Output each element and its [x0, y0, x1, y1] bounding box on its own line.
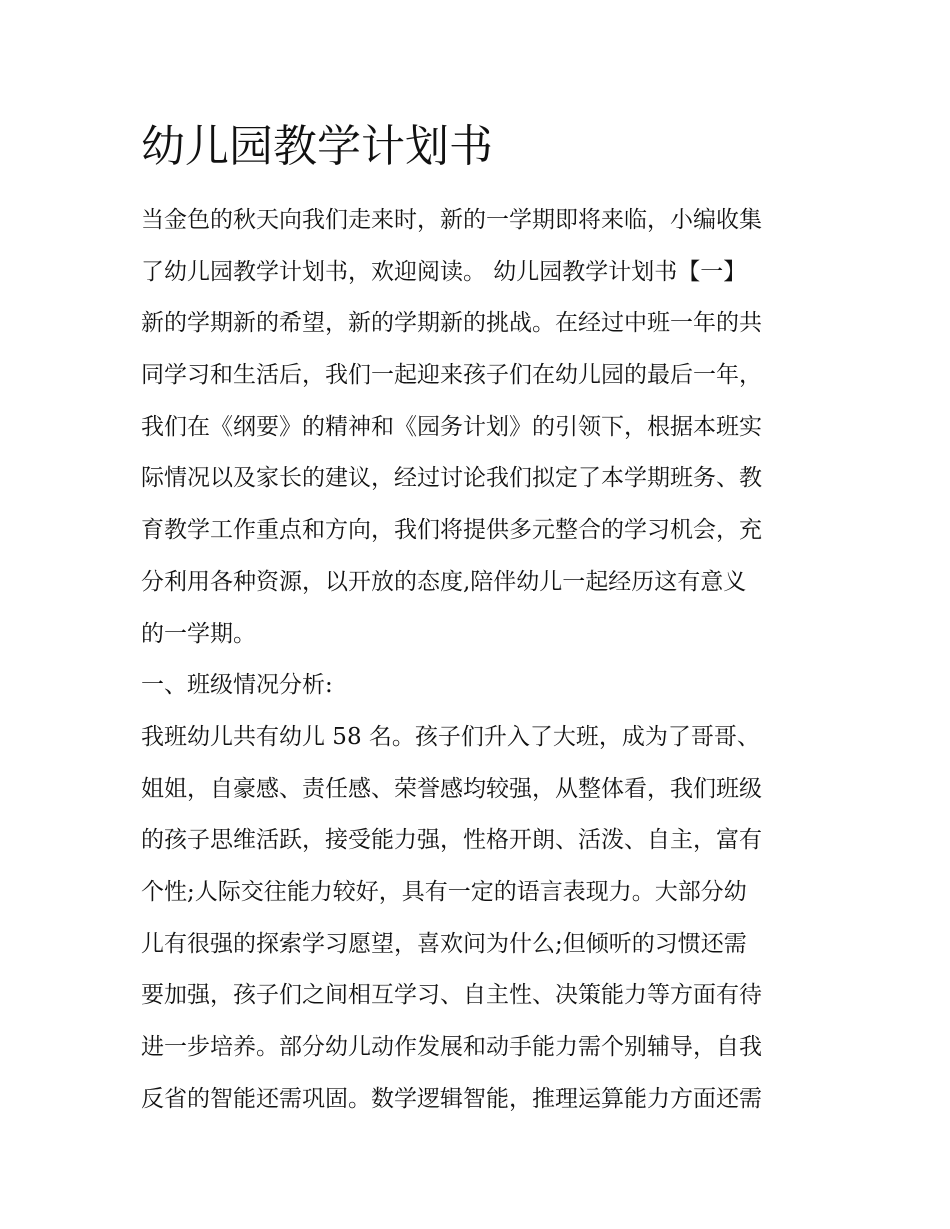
text-line: 我们在《纲要》的精神和《园务计划》的引领下，根据本班实 — [141, 413, 762, 440]
text-line: 姐姐，自豪感、责任感、荣誉感均较强，从整体看，我们班级 — [141, 775, 762, 802]
section-heading: 一、班级情况分析: — [141, 672, 333, 699]
text-line: 育教学工作重点和方向，我们将提供多元整合的学习机会，充 — [141, 517, 762, 544]
text-line: 的孩子思维活跃，接受能力强，性格开朗、活泼、自主，富有 — [141, 827, 762, 854]
document-title: 幼儿园教学计划书 — [141, 121, 493, 172]
text-line: 同学习和生活后，我们一起迎来孩子们在幼儿园的最后一年， — [141, 362, 762, 389]
text-line: 反省的智能还需巩固。数学逻辑智能，推理运算能力方面还需 — [141, 1085, 762, 1112]
text-line: 当金色的秋天向我们走来时，新的一学期即将来临，小编收集 — [141, 207, 762, 233]
text-line: 新的学期新的希望，新的学期新的挑战。在经过中班一年的共 — [141, 310, 762, 337]
text-line: 儿有很强的探索学习愿望，喜欢问为什么;但倾听的习惯还需 — [141, 930, 747, 957]
text-line: 际情况以及家长的建议，经过讨论我们拟定了本学期班务、教 — [141, 465, 762, 492]
text-line: 了幼儿园教学计划书，欢迎阅读。 幼儿园教学计划书【一】 — [141, 258, 747, 285]
text-line: 进一步培养。部分幼儿动作发展和动手能力需个别辅导，自我 — [141, 1034, 762, 1060]
text-line: 的一学期。 — [141, 620, 256, 647]
text-line: 要加强，孩子们之间相互学习、自主性、决策能力等方面有待 — [141, 982, 762, 1009]
text-line: 个性;人际交往能力较好，具有一定的语言表现力。大部分幼 — [141, 878, 747, 905]
text-line: 分利用各种资源，以开放的态度,陪伴幼儿一起经历这有意义 — [141, 568, 747, 595]
document-body — [141, 195, 821, 1125]
text-line: 我班幼儿共有幼儿 58 名。孩子们升入了大班，成为了哥哥、 — [141, 723, 760, 750]
